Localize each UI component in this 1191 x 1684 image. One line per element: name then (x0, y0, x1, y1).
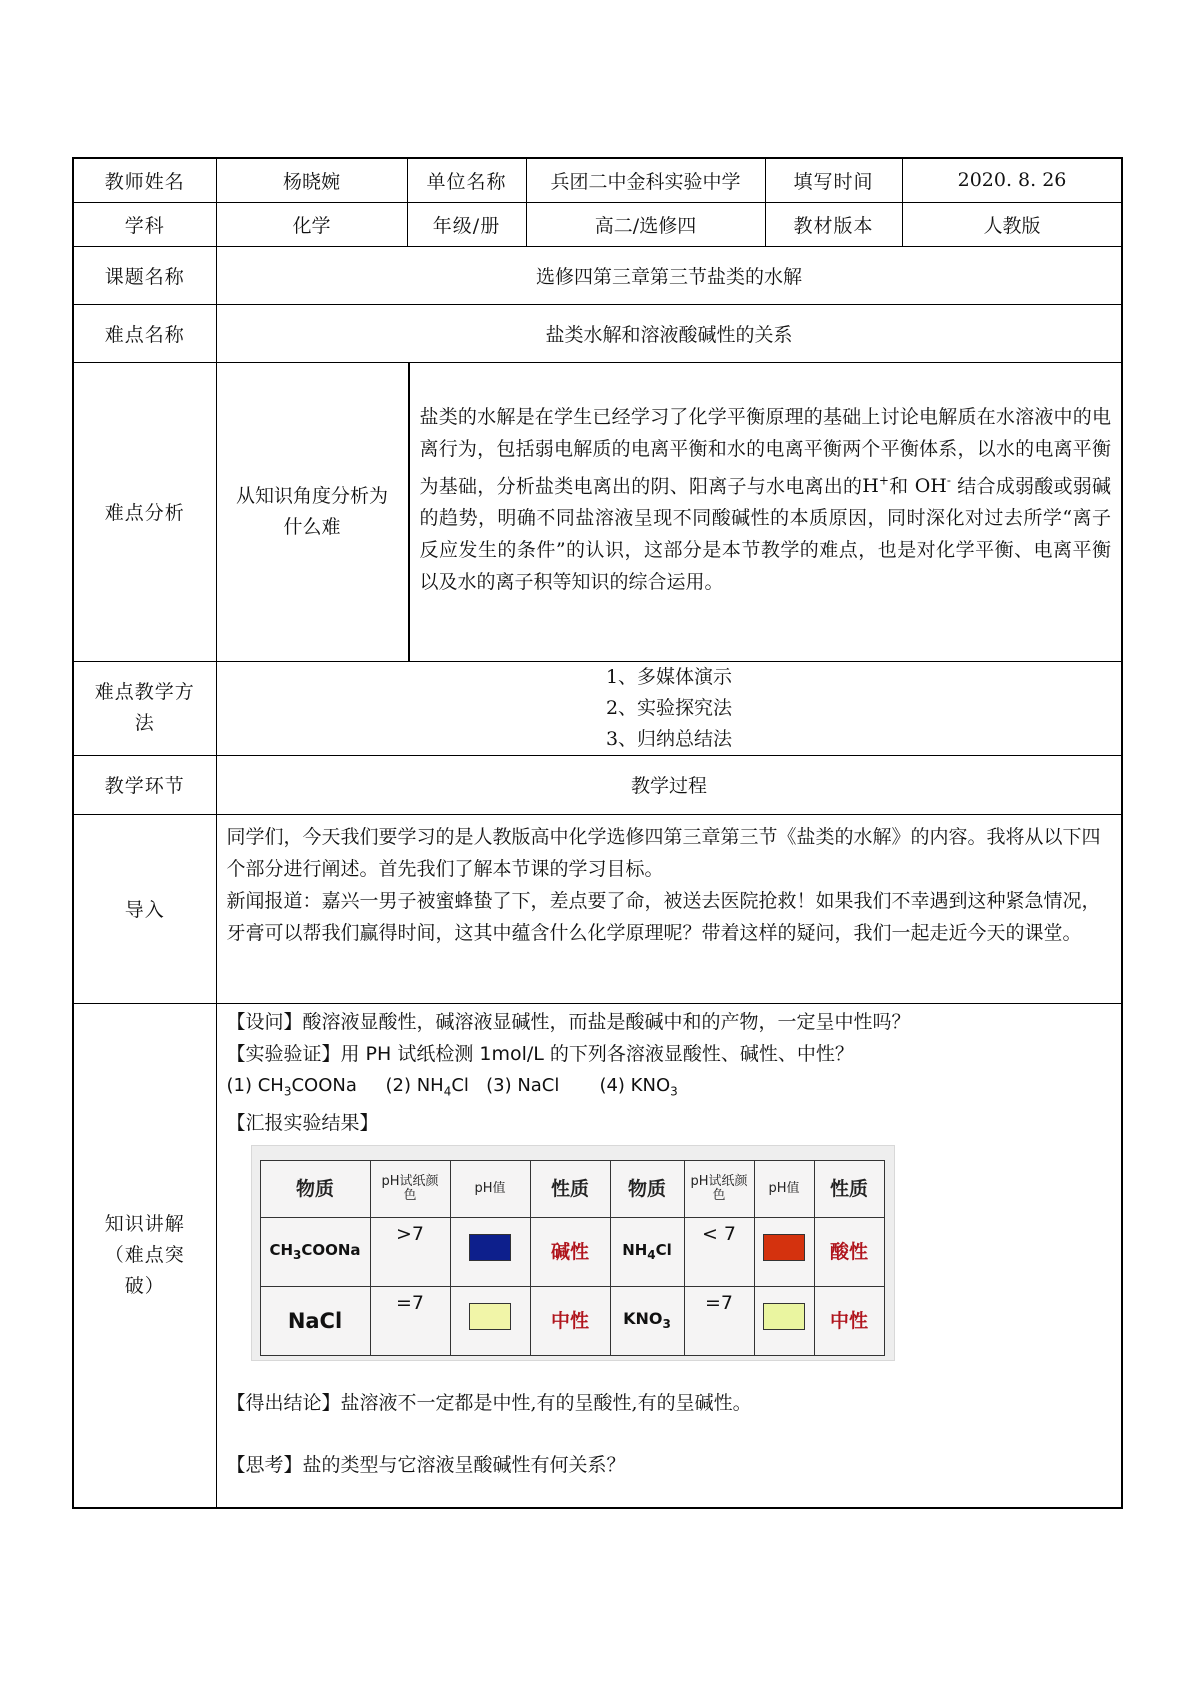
edition-label: 教材版本 (765, 202, 902, 246)
header-cell: 性质 (530, 1161, 610, 1218)
difficulty-label: 难点名称 (73, 304, 216, 362)
knowledge-label: 知识讲解 （难点突 破） (73, 1003, 216, 1508)
method-item: 3、归纳总结法 (605, 727, 733, 750)
results-row (260, 1287, 884, 1356)
methods-label: 难点教学方 法 (73, 661, 216, 755)
header-cell: 物质 (260, 1161, 370, 1218)
date-label: 填写时间 (765, 158, 902, 202)
ph-value-cell: < 7 (684, 1218, 754, 1287)
intro-text (216, 814, 1122, 1003)
substance-cell: $KNO_3$ (610, 1287, 684, 1356)
substance-cell: $NH_4Cl$ (610, 1218, 684, 1287)
process-value: 教学过程 (216, 755, 1122, 814)
ph-color-swatch (469, 1234, 511, 1261)
subject-value: 化学 (216, 202, 407, 246)
property-cell: 中性 (814, 1287, 884, 1356)
ph-color-cell (754, 1218, 814, 1287)
oh-ion: OH- (914, 473, 951, 497)
unit-label: 单位名称 (407, 158, 526, 202)
ph-color-swatch (763, 1303, 805, 1330)
ph-color-cell (450, 1218, 530, 1287)
analysis-sub-label: 从知识角度分析为 什么难 (217, 363, 409, 661)
knowledge-content (216, 1003, 1122, 1508)
intro-label: 导入 (73, 814, 216, 1003)
header-cell: pH试纸颜 色 (684, 1161, 754, 1218)
analysis-cell (216, 362, 1122, 661)
teacher-label: 教师姓名 (73, 158, 216, 202)
analysis-text: 盐类的水解是在学生已经学习了化学平衡原理的基础上讨论电解质在水溶液中的电离行为，包括弱电解质的电离平衡和水的电离平衡两个平衡体系，以水的电离平衡为基础，分析盐类电离出的阴、阳离子与水电离出的H+和 OH- 结合成弱酸或弱碱的趋势，明确不同盐溶液呈现不同酸碱性的本质原因，同时深化对过去所学“离子反应发生的条件”的认识，这部分是本节教学的难点，也是对化学平衡、电离平衡以及水的离子积等知识的综合运用。 (419, 405, 1111, 593)
header-row-2 (73, 202, 1122, 246)
header-cell: 性质 (814, 1161, 884, 1218)
substance-cell: $CH_3COONa$ (260, 1218, 370, 1287)
results-table-image (251, 1145, 895, 1361)
topic-value: 选修四第三章第三节盐类的水解 (216, 246, 1122, 304)
process-row (73, 755, 1122, 814)
results-row (260, 1218, 884, 1287)
lesson-plan-table (72, 157, 1123, 1509)
subject-label: 学科 (73, 202, 216, 246)
think-line: 【思考】盐的类型与它溶液呈酸碱性有何关系？ (226, 1454, 626, 1477)
methods-list (216, 661, 1122, 755)
question-line: 【设问】酸溶液显酸性，碱溶液显碱性，而盐是酸碱中和的产物，一定呈中性吗？ (226, 1010, 911, 1033)
edition-value: 人教版 (902, 202, 1122, 246)
ph-value-cell: >7 (370, 1218, 450, 1287)
ph-value-cell: =7 (684, 1287, 754, 1356)
substance-cell: NaCl (260, 1287, 370, 1356)
experiment-line: 【实验验证】用 PH 试纸检测 1mol/L 的下列各溶液显酸性、碱性、中性？ (226, 1042, 854, 1065)
intro-row (73, 814, 1122, 1003)
header-cell: pH试纸颜 色 (370, 1161, 450, 1218)
results-header-row (260, 1161, 884, 1218)
process-label: 教学环节 (73, 755, 216, 814)
solution-item: (2) $NH_4Cl$ (385, 1074, 469, 1099)
header-cell: pH值 (450, 1161, 530, 1218)
topic-row (73, 246, 1122, 304)
header-row-1 (73, 158, 1122, 202)
teacher-value: 杨晓婉 (216, 158, 407, 202)
date-value: 2020. 8. 26 (902, 158, 1122, 202)
ph-color-swatch (469, 1303, 511, 1330)
ph-color-swatch (763, 1234, 805, 1261)
grade-label: 年级/册 (407, 202, 526, 246)
report-heading: 【汇报实验结果】 (226, 1112, 379, 1135)
ph-value-cell: =7 (370, 1287, 450, 1356)
analysis-row (73, 362, 1122, 661)
solution-list (227, 1070, 1112, 1108)
property-cell: 碱性 (530, 1218, 610, 1287)
unit-value: 兵团二中金科实验中学 (526, 158, 765, 202)
solution-item: (3) NaCl (486, 1074, 560, 1096)
knowledge-row (73, 1003, 1122, 1508)
difficulty-value: 盐类水解和溶液酸碱性的关系 (216, 304, 1122, 362)
intro-paragraph: 新闻报道：嘉兴一男子被蜜蜂蛰了下，差点要了命，被送去医院抢救！如果我们不幸遇到这种紧急情况，牙膏可以帮我们赢得时间，这其中蕴含什么化学原理呢？带着这样的疑问，我们一起走近今天的课堂。 (226, 889, 1101, 944)
intro-paragraph: 同学们，今天我们要学习的是人教版高中化学选修四第三章第三节《盐类的水解》的内容。我将从以下四个部分进行阐述。首先我们了解本节课的学习目标。 (226, 825, 1101, 880)
grade-value: 高二/选修四 (526, 202, 765, 246)
header-cell: 物质 (610, 1161, 684, 1218)
topic-label: 课题名称 (73, 246, 216, 304)
ph-color-cell (754, 1287, 814, 1356)
solution-item: (4) $KNO_3$ (599, 1074, 678, 1099)
difficulty-row (73, 304, 1122, 362)
conclusion-line: 【得出结论】盐溶液不一定都是中性,有的呈酸性,有的呈碱性。 (226, 1392, 752, 1415)
methods-row (73, 661, 1122, 755)
property-cell: 中性 (530, 1287, 610, 1356)
property-cell: 酸性 (814, 1218, 884, 1287)
ph-color-cell (450, 1287, 530, 1356)
method-item: 1、多媒体演示 (605, 665, 733, 688)
analysis-label: 难点分析 (73, 362, 216, 661)
method-item: 2、实验探究法 (605, 696, 733, 719)
h-ion: H+ (862, 473, 889, 497)
results-table (260, 1160, 885, 1356)
header-cell: pH值 (754, 1161, 814, 1218)
solution-item: (1) $CH_3COONa$ (226, 1074, 357, 1099)
lesson-plan-form (72, 157, 1121, 1509)
